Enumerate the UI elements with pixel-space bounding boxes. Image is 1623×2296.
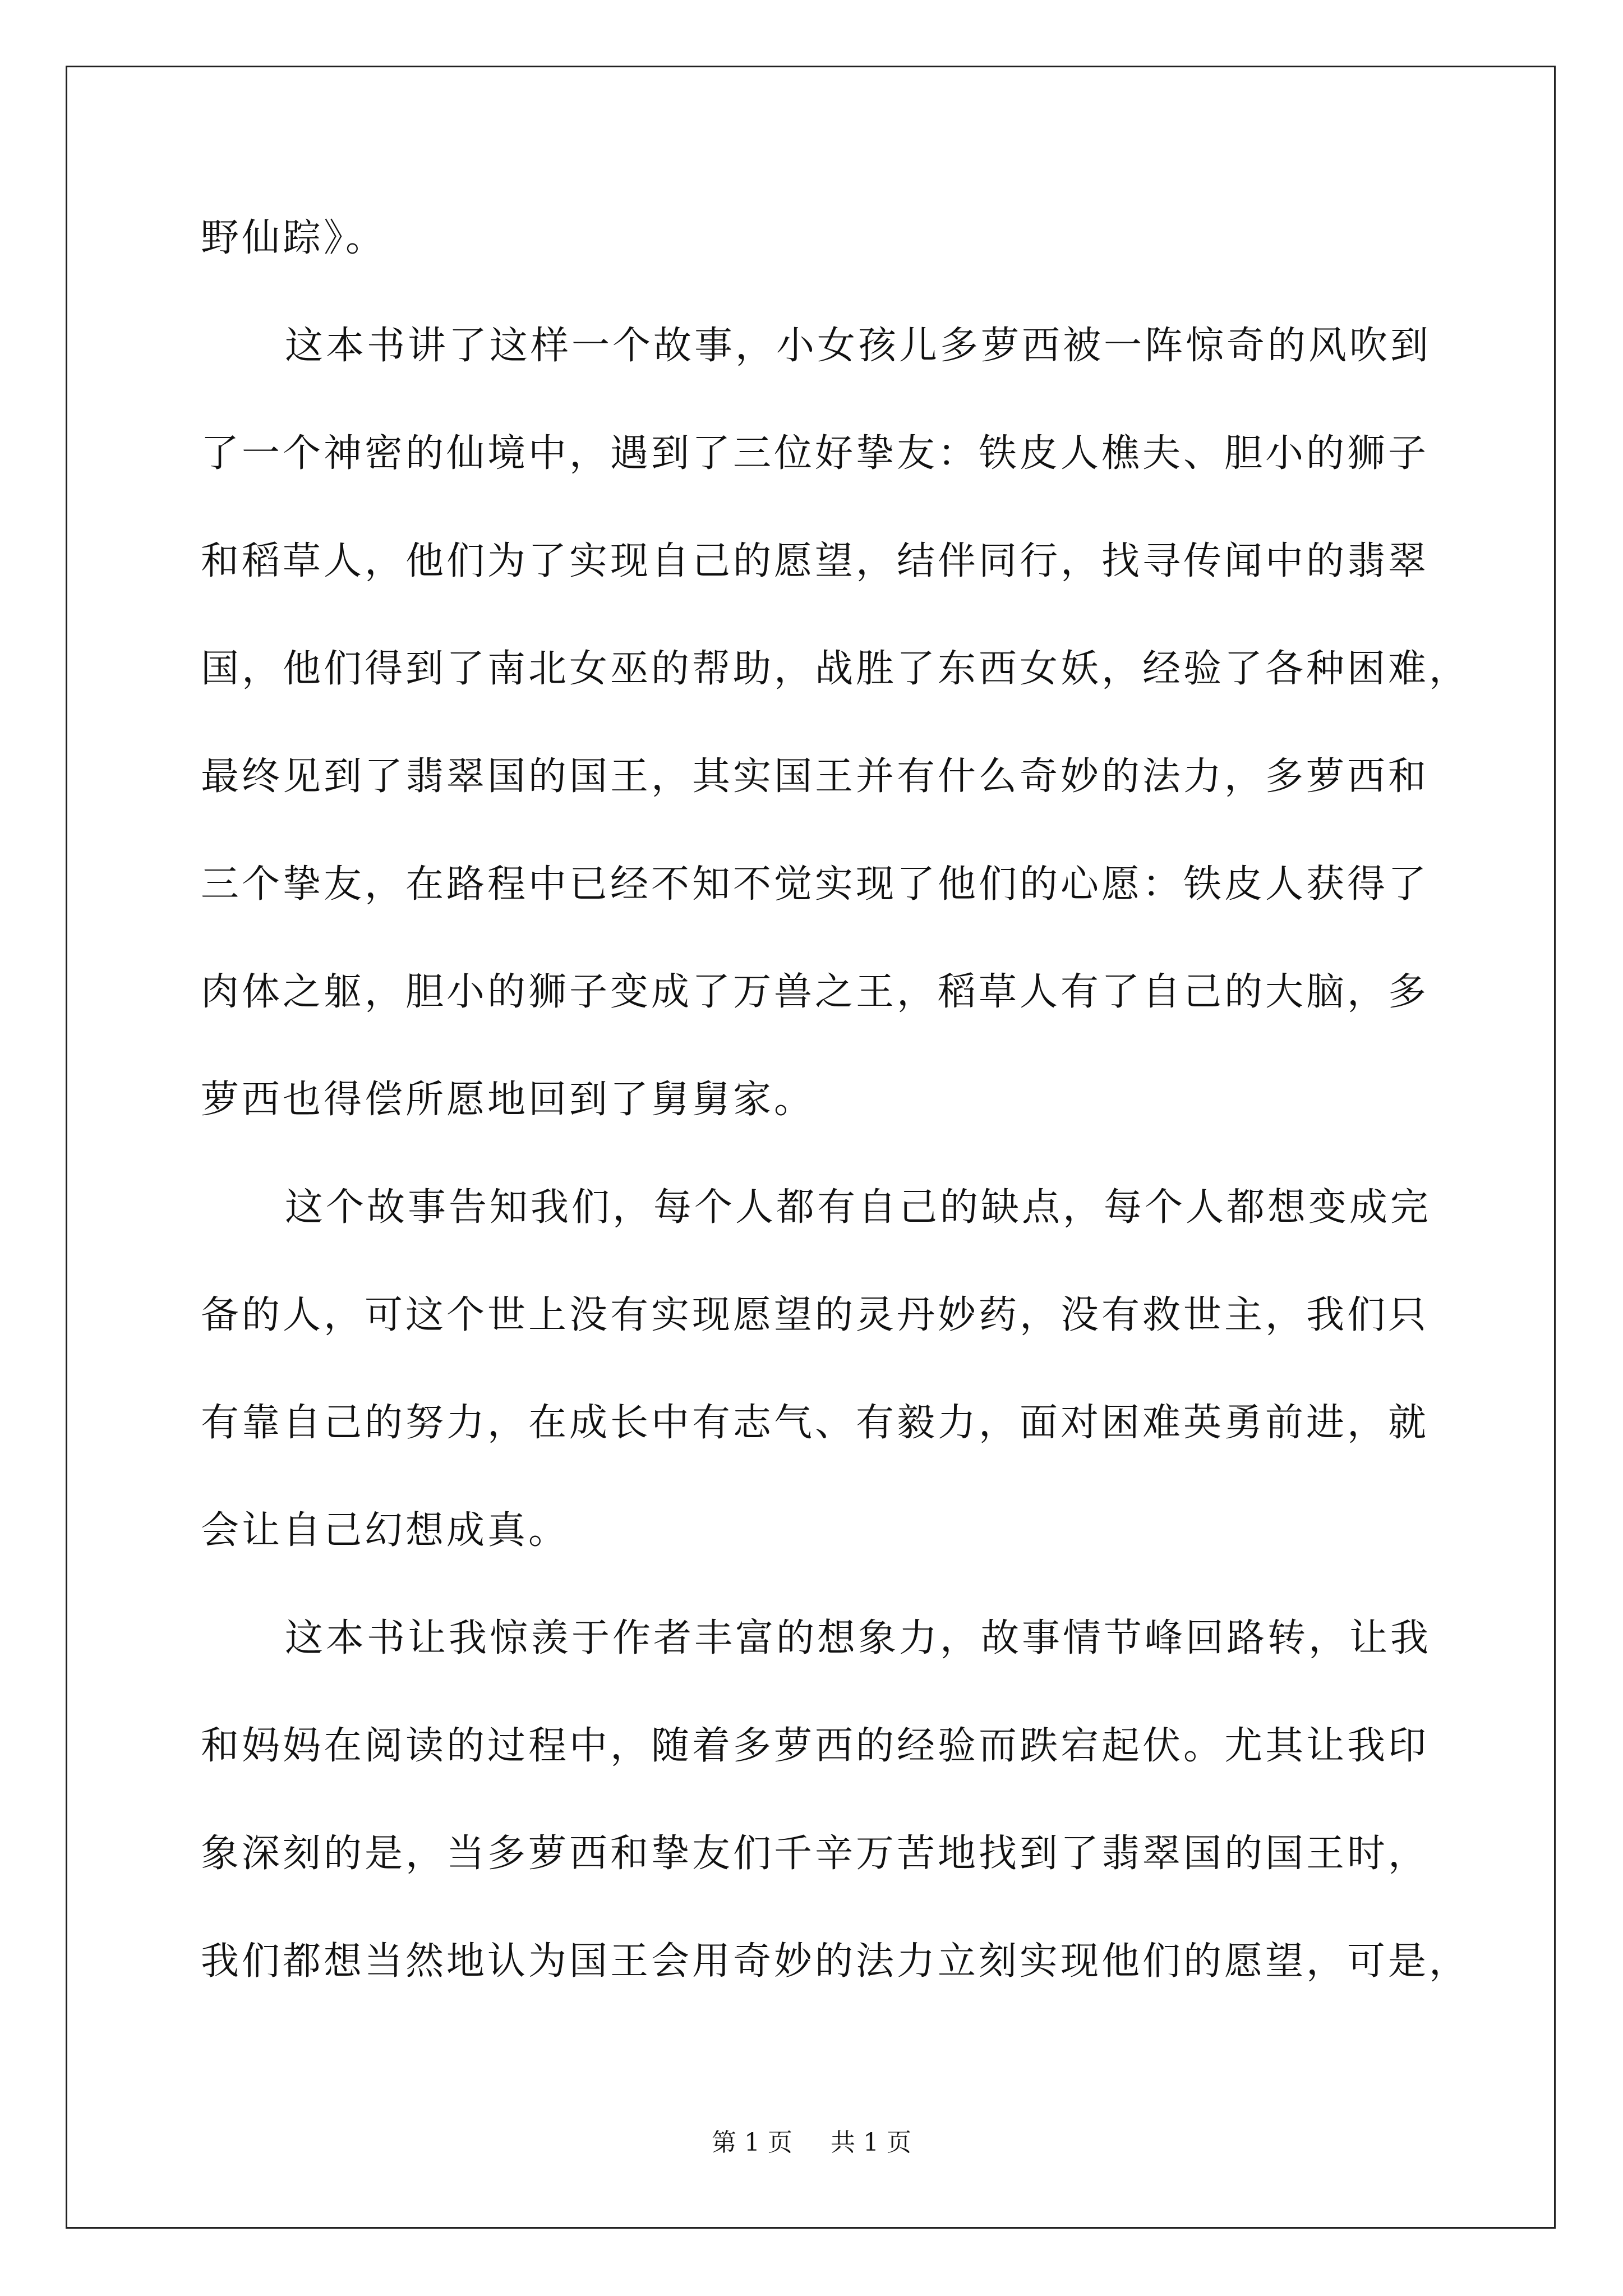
text-line: 国，他们得到了南北女巫的帮助，战胜了东西女妖，经验了各种困难， [201,647,1470,691]
page-border [66,66,1556,2229]
text-line: 备的人，可这个世上没有实现愿望的灵丹妙药，没有救世主，我们只 [201,1293,1430,1337]
paragraph-first-line: 这本书讲了这样一个故事，小女孩儿多萝西被一阵惊奇的风吹到 [285,324,1432,368]
text-line: 肉体之躯，胆小的狮子变成了万兽之王，稻草人有了自己的大脑，多 [201,970,1430,1014]
text-line: 了一个神密的仙境中，遇到了三位好挚友：铁皮人樵夫、胆小的狮子 [201,431,1430,476]
text-line: 有靠自己的努力，在成长中有志气、有毅力，面对困难英勇前进，就 [201,1401,1430,1445]
text-line: 三个挚友，在路程中已经不知不觉实现了他们的心愿：铁皮人获得了 [201,862,1430,907]
text-line: 萝西也得偿所愿地回到了舅舅家。 [201,1078,815,1122]
text-line: 我们都想当然地认为国王会用奇妙的法力立刻实现他们的愿望，可是， [201,1939,1470,1984]
page-number: 第 1 页 [712,2128,792,2157]
text-line: 最终见到了翡翠国的国王，其实国王并有什么奇妙的法力，多萝西和 [201,754,1430,799]
text-line: 野仙踪》。 [201,216,387,260]
text-line: 和妈妈在阅读的过程中，随着多萝西的经验而跌宕起伏。尤其让我印 [201,1724,1430,1768]
paragraph-first-line: 这本书让我惊羡于作者丰富的想象力，故事情节峰回路转，让我 [285,1616,1432,1660]
page-footer [0,2126,1623,2160]
text-line: 会让自己幻想成真。 [201,1508,570,1553]
paragraph-first-line: 这个故事告知我们，每个人都有自己的缺点，每个人都想变成完 [285,1185,1432,1230]
text-line: 象深刻的是，当多萝西和挚友们千辛万苦地找到了翡翠国的国王时， [201,1832,1430,1876]
page-total: 共 1 页 [831,2128,911,2157]
text-line: 和稻草人，他们为了实现自己的愿望，结伴同行，找寻传闻中的翡翠 [201,539,1430,583]
